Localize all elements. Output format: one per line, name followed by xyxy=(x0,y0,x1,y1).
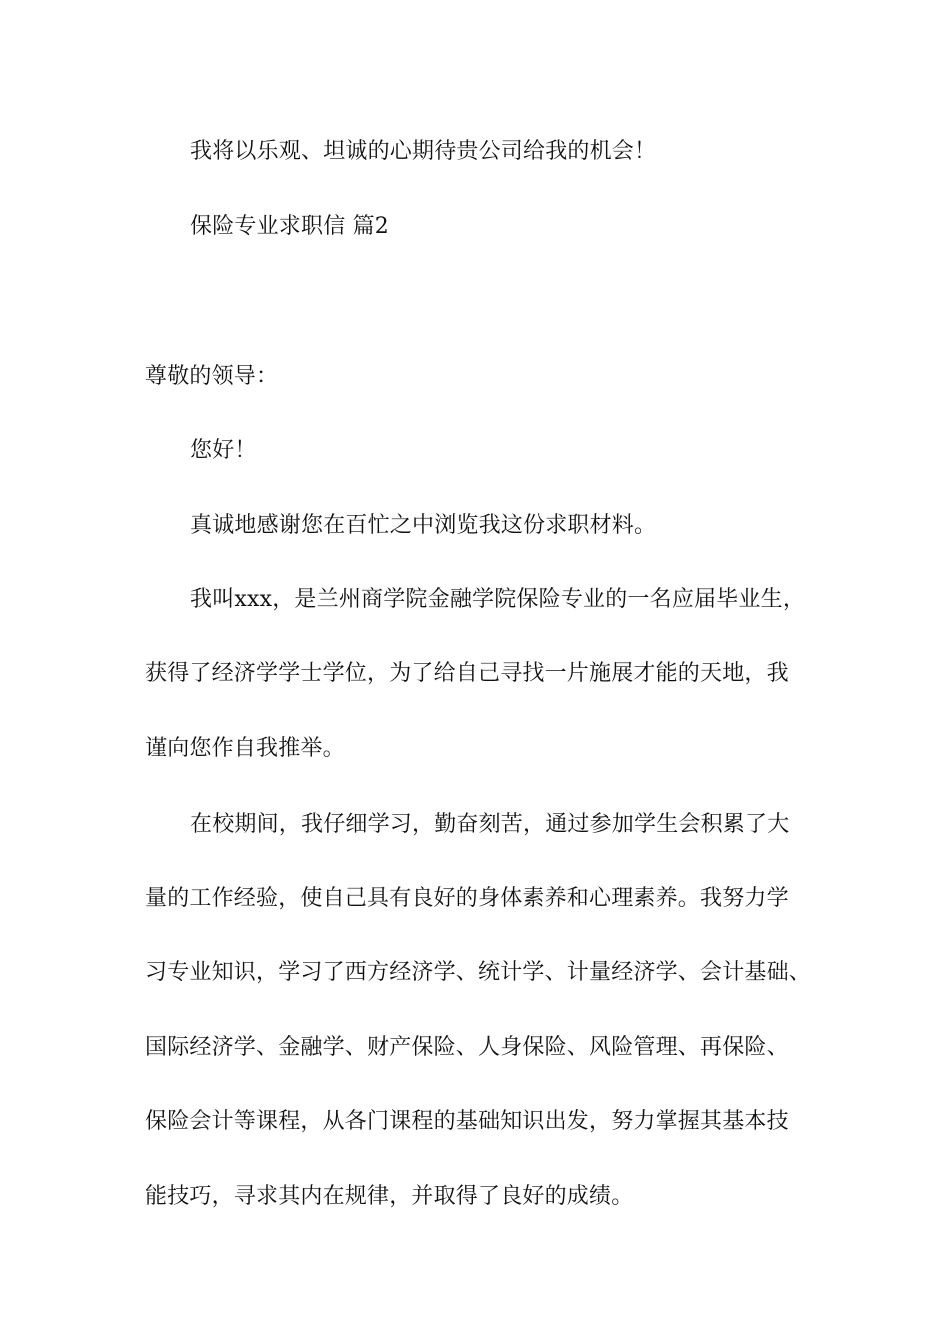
closing-line: 我将以乐观、坦诚的心期待贵公司给我的机会！ xyxy=(190,139,657,164)
paragraph-line: 在校期间，我仔细学习，勤奋刻苦，通过参加学生会积累了大 xyxy=(190,812,790,837)
paragraph-line: 真诚地感谢您在百忙之中浏览我这份求职材料。 xyxy=(190,513,657,538)
paragraph-line: 国际经济学、金融学、财产保险、人身保险、风险管理、再保险、 xyxy=(145,1035,789,1060)
paragraph-line: 能技巧，寻求其内在规律，并取得了良好的成绩。 xyxy=(145,1184,634,1209)
greeting: 您好！ xyxy=(190,438,257,463)
paragraph-line: 习专业知识，学习了西方经济学、统计学、计量经济学、会计基础、 xyxy=(145,960,812,985)
paragraph-line: 获得了经济学学士学位，为了给自己寻找一片施展才能的天地，我 xyxy=(145,661,789,686)
paragraph-line: 保险会计等课程，从各门课程的基础知识出发，努力掌握其基本技 xyxy=(145,1109,789,1134)
paragraph-line: 谨向您作自我推举。 xyxy=(145,736,345,761)
section-heading: 保险专业求职信 篇2 xyxy=(190,214,389,239)
paragraph-line: 量的工作经验，使自己具有良好的身体素养和心理素养。我努力学 xyxy=(145,886,789,911)
paragraph-line: 我叫xxx，是兰州商学院金融学院保险专业的一名应届毕业生， xyxy=(190,587,806,612)
salutation: 尊敬的领导： xyxy=(145,364,279,389)
